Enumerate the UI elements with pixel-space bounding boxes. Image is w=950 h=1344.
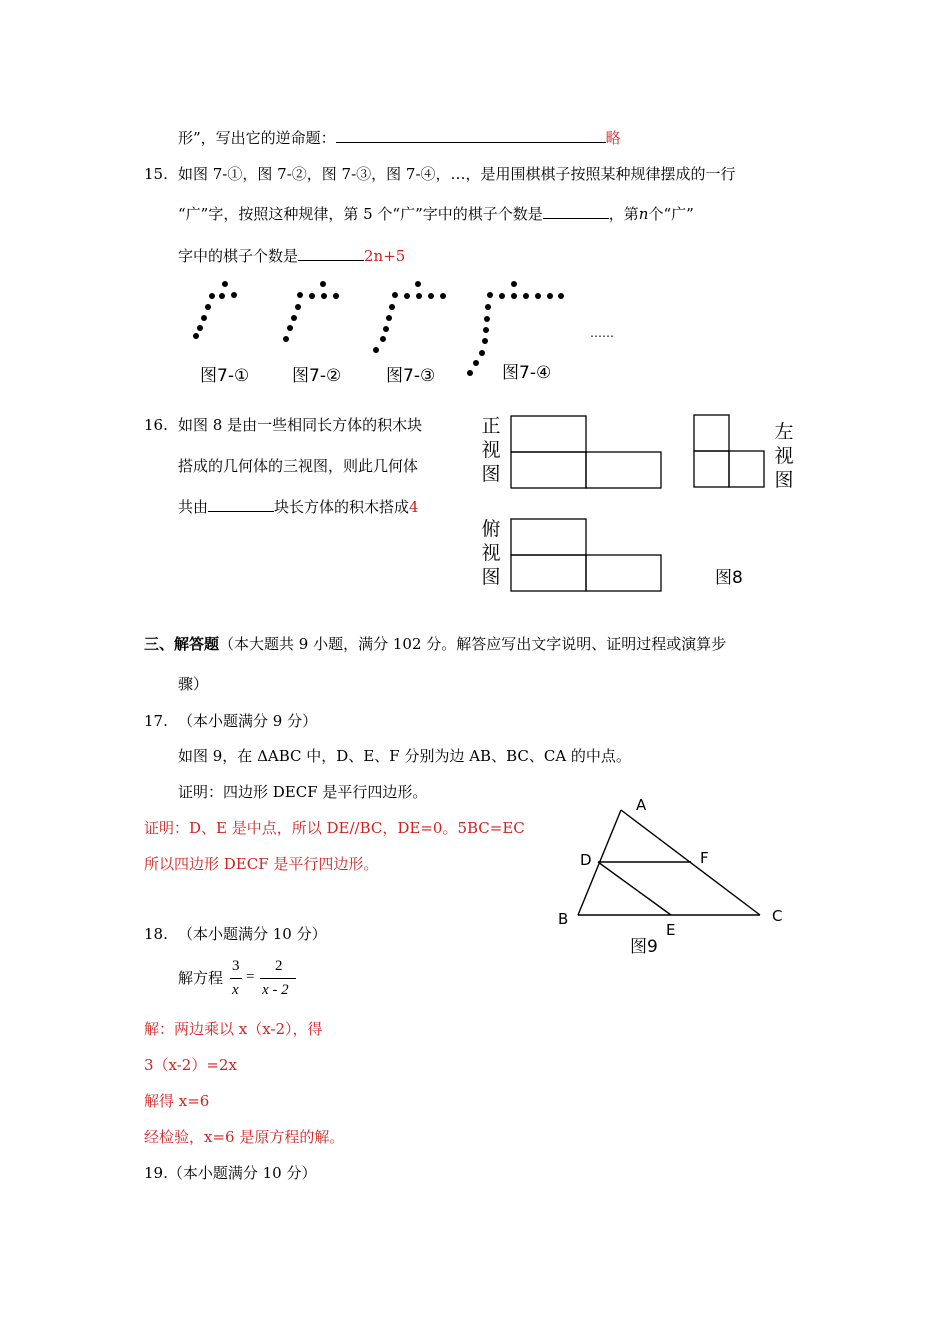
segment-de	[598, 862, 671, 915]
fig7-label-3: 图7-③	[386, 366, 436, 386]
q18-answer2: 3（x-2）=2x	[144, 1056, 237, 1074]
q19-number: 19.	[144, 1164, 168, 1182]
q15-line2c: 个“广”	[648, 205, 694, 223]
fig7-4	[467, 281, 564, 376]
q18-label: 解方程	[178, 969, 224, 987]
front-view	[511, 416, 661, 488]
left-view	[694, 415, 764, 487]
q17-line2: 证明：四边形 DECF 是平行四边形。	[178, 783, 428, 801]
q16-line2: 搭成的几何体的三视图，则此几何体	[178, 457, 419, 475]
q17-answer1: 证明：D、E 是中点，所以 DE//BC，DE=0。5BC=EC	[144, 819, 525, 837]
q18-answer3: 解得 x=6	[144, 1092, 210, 1110]
fig7-ellipsis: ……	[590, 326, 614, 340]
q16-line3	[178, 497, 419, 517]
q16-answer: 4	[409, 498, 419, 516]
equals-sign: =	[246, 969, 255, 985]
lhs-numerator: 3	[232, 958, 240, 974]
rhs-fraction-bar	[260, 978, 296, 979]
q15-answer: 2n+5	[364, 247, 406, 265]
q14-text: 形”，写出它的逆命题：	[178, 129, 336, 147]
q14-blank	[336, 128, 606, 143]
section3-desc: （本大题共 9 小题，满分 102 分。解答应写出文字说明、证明过程或演算步	[219, 635, 727, 653]
q15-line2a: “广”字，按照这种规律，第 5 个“广”字中的棋子个数是	[178, 205, 543, 223]
q15-line3	[178, 246, 405, 266]
q15-n: n	[638, 205, 649, 223]
left-view-label: 左 视 图	[774, 421, 794, 491]
q14-answer: 略	[605, 129, 621, 147]
top-view-label: 俯 视 图	[481, 518, 501, 588]
vertex-f: F	[700, 849, 709, 867]
q16-line3b: 块长方体的积木搭成	[274, 498, 410, 516]
q16-number: 16.	[144, 416, 168, 434]
lhs-denominator: x	[232, 982, 239, 998]
q18-answer1: 解：两边乘以 x（x-2），得	[144, 1020, 323, 1038]
q15-line1: 如图 7-①，图 7-②，图 7-③，图 7-④，…，是用围棋棋子按照某种规律摆成的一行	[178, 165, 736, 183]
q18-score: （本小题满分 10 分）	[178, 925, 327, 943]
q16-blank	[208, 497, 274, 512]
q15-blank2	[298, 246, 364, 261]
top-view	[511, 519, 661, 591]
lhs-fraction-bar	[230, 978, 242, 979]
front-view-label: 正 视 图	[481, 415, 501, 485]
vertex-c: C	[772, 907, 783, 925]
q15-line3-text: 字中的棋子个数是	[178, 247, 299, 265]
q17-number: 17.	[144, 712, 168, 730]
section3-desc2: 骤）	[178, 675, 209, 693]
fig9-caption: 图9	[630, 937, 658, 957]
q17-line1: 如图 9，在 ΔABC 中，D、E、F 分别为边 AB、BC、CA 的中点。	[178, 747, 631, 765]
q15-number: 15.	[144, 165, 168, 183]
rhs-denominator: x - 2	[262, 982, 289, 998]
fig7-1	[193, 281, 237, 339]
q16-line1: 如图 8 是由一些相同长方体的积木块	[178, 416, 423, 434]
q15-blank1	[543, 204, 609, 219]
q15-line2b: ，第	[608, 205, 639, 223]
q19-header	[144, 1163, 316, 1183]
section3-title: 三、解答题	[144, 635, 220, 653]
figure-7-dots	[180, 275, 640, 390]
q18-number: 18.	[144, 925, 168, 943]
fig7-3	[373, 281, 446, 353]
q18-answer4: 经检验，x=6 是原方程的解。	[144, 1128, 345, 1146]
q15-line2	[178, 204, 694, 224]
figure-8-views	[500, 405, 780, 600]
fig7-label-4: 图7-④	[502, 363, 552, 383]
fig8-caption: 图8	[715, 568, 743, 588]
q17-answer2: 所以四边形 DECF 是平行四边形。	[144, 855, 379, 873]
vertex-e: E	[666, 921, 676, 939]
fig7-label-2: 图7-②	[292, 366, 342, 386]
fig7-2	[283, 281, 339, 342]
fig7-label-1: 图7-①	[200, 366, 250, 386]
vertex-a: A	[636, 796, 647, 814]
section3-header	[144, 634, 726, 654]
q17-score: （本小题满分 9 分）	[178, 712, 318, 730]
vertex-d: D	[580, 851, 592, 869]
rhs-numerator: 2	[275, 958, 283, 974]
q14-line	[178, 128, 621, 148]
vertex-b: B	[558, 910, 569, 928]
q16-line3a: 共由	[178, 498, 209, 516]
figure-9-triangle	[550, 790, 800, 965]
q19-score: （本小题满分 10 分）	[167, 1164, 317, 1182]
